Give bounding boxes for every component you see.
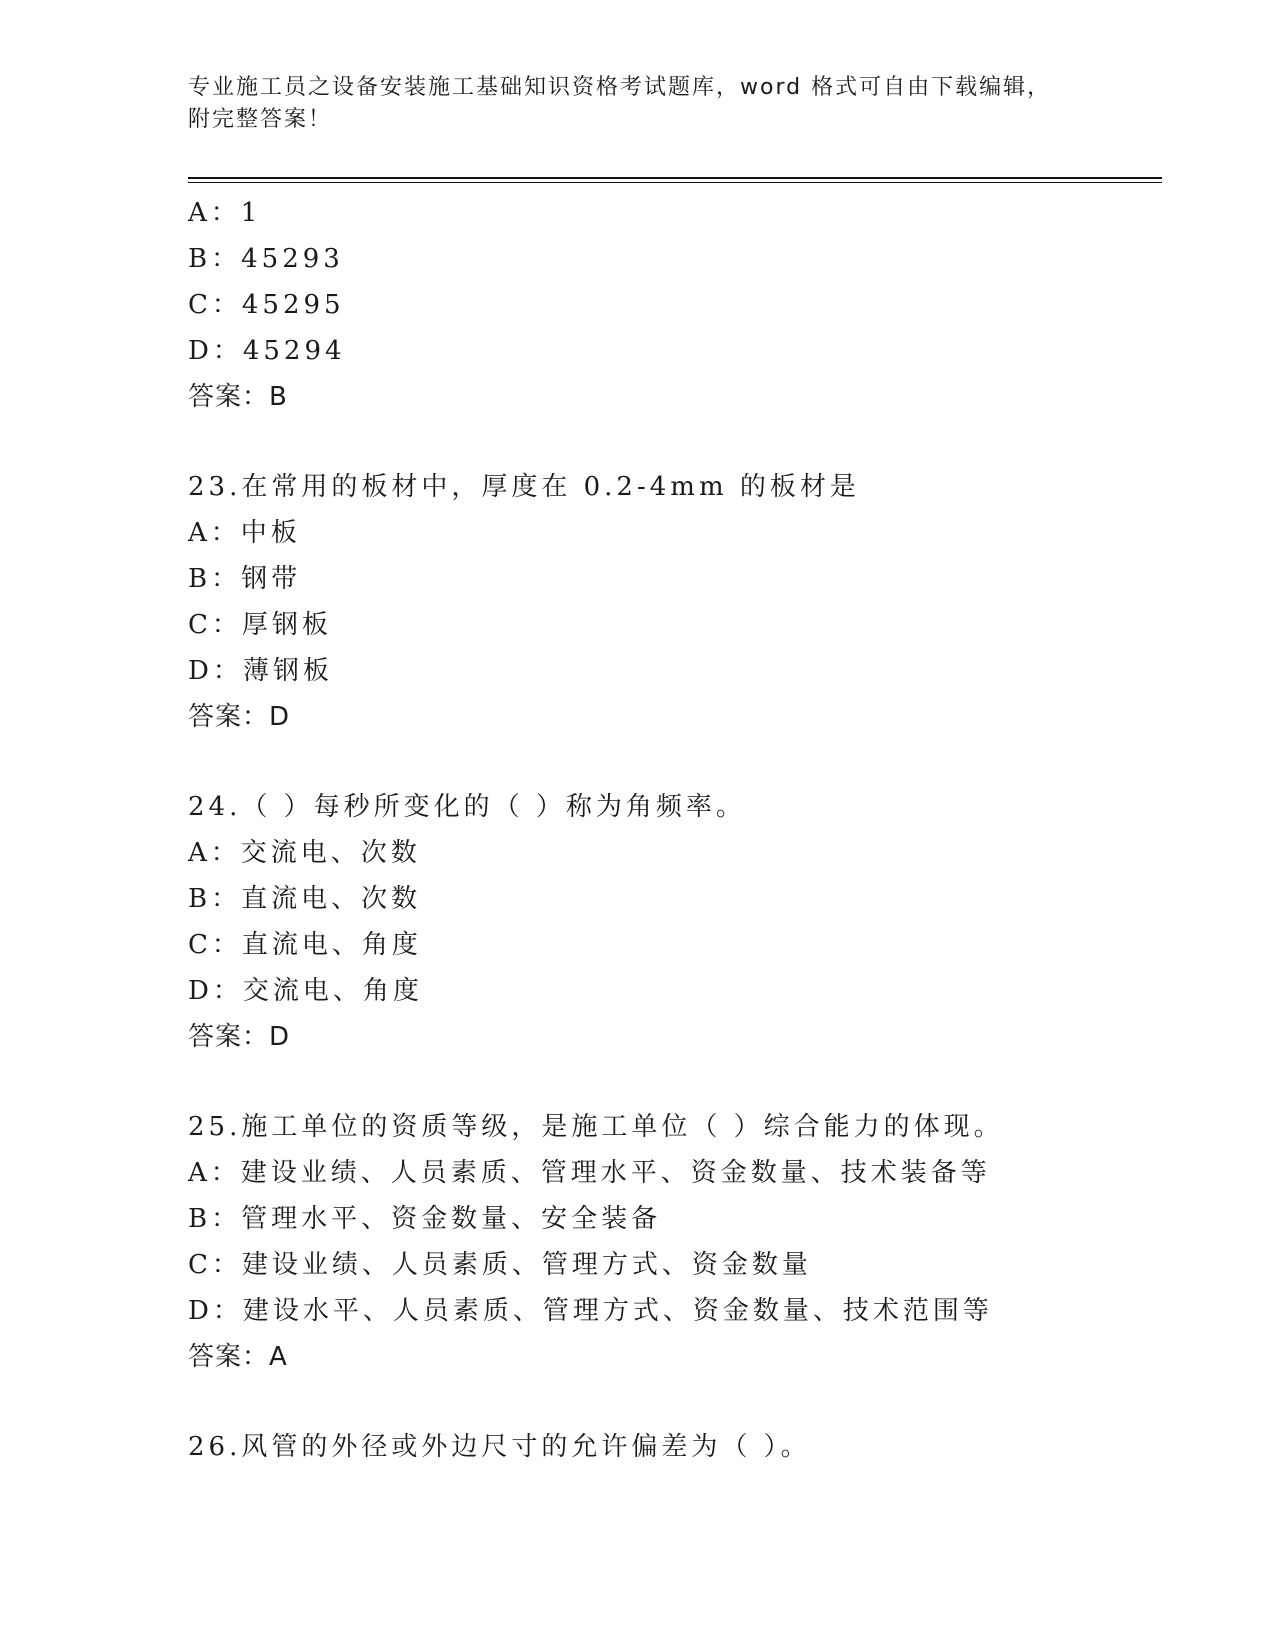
option-c: C：45295: [188, 290, 345, 320]
answer-line: 答案：D: [188, 702, 291, 732]
header-rule-thin: [188, 182, 1162, 183]
header-rule-thick: [188, 177, 1162, 179]
answer-line: 答案：D: [188, 1022, 291, 1052]
question-block-26: [188, 1424, 1162, 1470]
option-d: D：建设水平、人员素质、管理方式、资金数量、技术范围等: [188, 1296, 993, 1326]
question-block-22: [188, 190, 1162, 420]
option-b: B：管理水平、资金数量、安全装备: [188, 1204, 662, 1234]
option-b: B：直流电、次数: [188, 884, 422, 914]
option-c: C：直流电、角度: [188, 930, 422, 960]
question-text: 26.风管的外径或外边尺寸的允许偏差为（ ）。: [188, 1432, 811, 1462]
option-d: D：交流电、角度: [188, 976, 423, 1006]
option-d: D：薄钢板: [188, 656, 333, 686]
option-c: C：建设业绩、人员素质、管理方式、资金数量: [188, 1250, 812, 1280]
header-line-1: 专业施工员之设备安装施工基础知识资格考试题库，word 格式可自由下载编辑，: [188, 75, 1052, 100]
option-c: C：厚钢板: [188, 610, 332, 640]
option-d: D：45294: [188, 336, 346, 366]
option-a: A：交流电、次数: [188, 838, 421, 868]
question-text: 24.（ ）每秒所变化的（ ）称为角频率。: [188, 792, 746, 822]
question-text: 25.施工单位的资质等级，是施工单位（ ）综合能力的体现。: [188, 1112, 1004, 1142]
option-a: A：建设业绩、人员素质、管理水平、资金数量、技术装备等: [188, 1158, 991, 1188]
answer-line: 答案：A: [188, 1342, 288, 1372]
document-header: [188, 72, 1088, 136]
option-b: B：45293: [188, 244, 344, 274]
question-list: [188, 190, 1162, 1470]
header-line-2: 附完整答案！: [188, 107, 333, 132]
question-block-24: [188, 784, 1162, 1060]
question-text: 23.在常用的板材中，厚度在 0.2-4mm 的板材是: [188, 472, 860, 502]
question-block-25: [188, 1104, 1162, 1380]
option-a: A：1: [188, 198, 262, 228]
option-b: B：钢带: [188, 564, 302, 594]
option-a: A：中板: [188, 518, 301, 548]
question-block-23: [188, 464, 1162, 740]
answer-line: 答案：B: [188, 382, 288, 412]
